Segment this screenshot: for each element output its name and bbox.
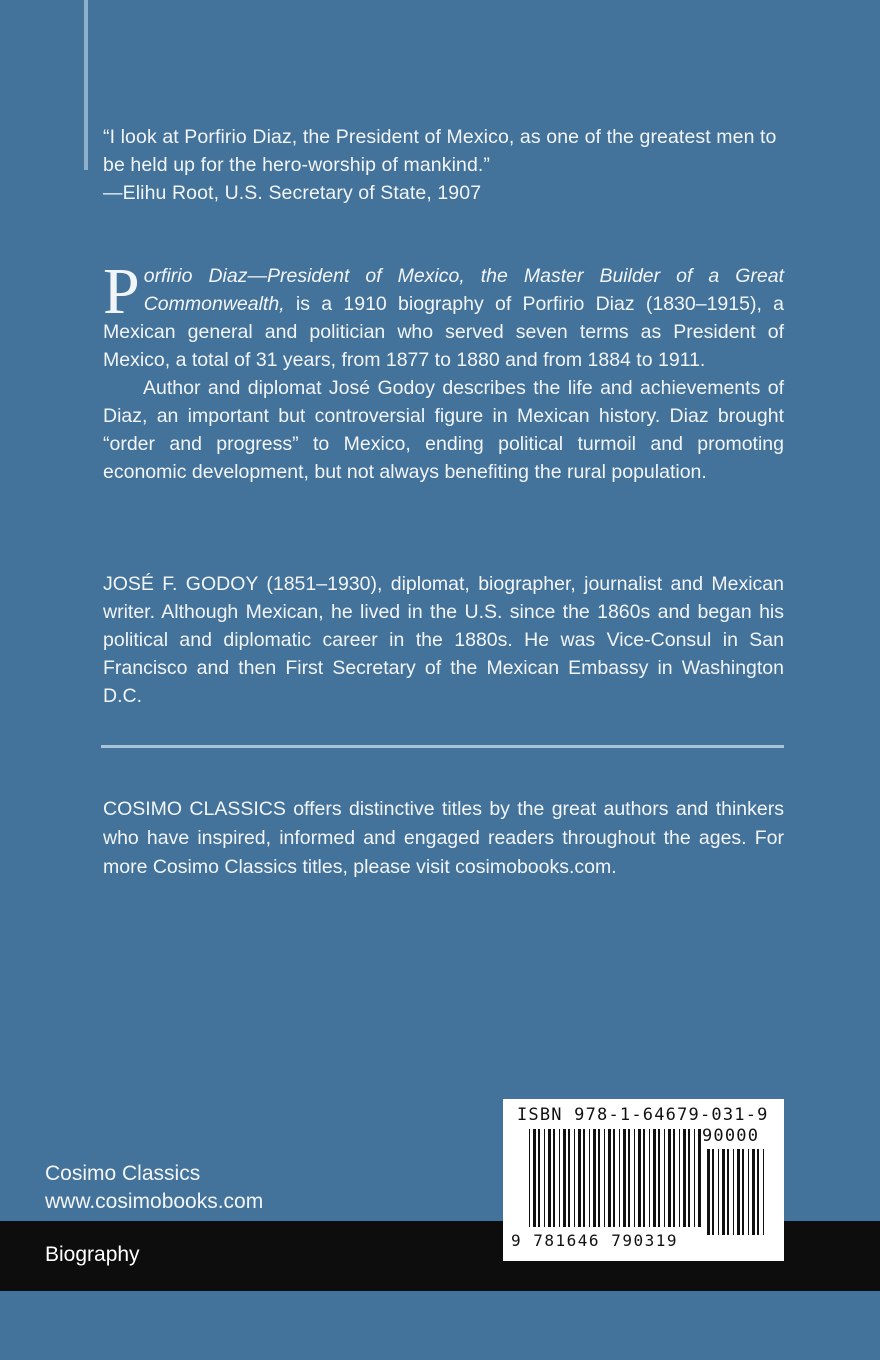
barcode-bar <box>748 1149 749 1235</box>
barcode-bar <box>653 1129 656 1227</box>
decorative-vertical-line <box>84 0 88 170</box>
barcode-bar <box>694 1129 695 1227</box>
barcode-bar <box>712 1149 714 1235</box>
quote-attribution: —Elihu Root, U.S. Secretary of State, 1907 <box>103 182 482 204</box>
isbn-label: ISBN 978-1-64679-031-9 <box>517 1105 769 1125</box>
quote-block <box>103 123 788 207</box>
barcode-bar <box>544 1129 545 1227</box>
barcode-bar <box>604 1129 605 1227</box>
publisher-blurb-text: COSIMO CLASSICS offers distinctive titles by the great authors and thinkers who have inspired, informed and engaged readers throughout the ages. For more Cosimo Classics titles, please visit cosimobooks.com. <box>103 798 784 878</box>
barcode-bar <box>598 1129 600 1227</box>
drop-cap: P <box>103 255 140 328</box>
barcode-bar <box>649 1129 650 1227</box>
barcode-bar <box>679 1129 680 1227</box>
barcode-bar <box>658 1129 660 1227</box>
barcode-bar <box>638 1129 641 1227</box>
barcode-bar <box>718 1149 719 1235</box>
book-description <box>103 255 784 486</box>
author-bio-text: JOSÉ F. GODOY (1851–1930), diplomat, biographer, journalist and Mexican writer. Although Mexican, he lived in the U.S. since the 1860s and began his political and diplomatic career in the 1880s. He was Vice-Consul in San Francisco and then First Secretary of the Mexican Embassy in Washington D.C. <box>103 573 784 707</box>
imprint-website: www.cosimobooks.com <box>45 1190 264 1213</box>
barcode-bar <box>757 1149 759 1235</box>
barcode-bar <box>688 1129 690 1227</box>
barcode-bar <box>533 1129 536 1227</box>
barcode-bar <box>668 1129 671 1227</box>
barcode-bar <box>608 1129 611 1227</box>
barcode-bar <box>563 1129 566 1227</box>
barcode-bar <box>574 1129 575 1227</box>
category-label: Biography <box>45 1243 140 1266</box>
barcode-bar <box>628 1129 630 1227</box>
barcode-bar <box>529 1129 530 1227</box>
barcode-bar <box>559 1129 560 1227</box>
barcode-bar <box>583 1129 585 1227</box>
barcode-bar <box>742 1149 744 1235</box>
author-bio <box>103 570 784 710</box>
barcode-bar <box>698 1129 701 1227</box>
barcode-digits: 9 781646 790319 <box>511 1231 678 1250</box>
barcode-bar <box>619 1129 620 1227</box>
barcode-bar <box>763 1149 764 1235</box>
barcode-bar <box>548 1129 551 1227</box>
description-paragraph-1 <box>103 255 784 374</box>
barcode-bar <box>727 1149 729 1235</box>
barcode-panel <box>503 1099 784 1261</box>
divider-rule <box>101 745 784 748</box>
imprint <box>45 1160 263 1216</box>
description-paragraph-2: Author and diplomat José Godoy describes the life and achievements of Diaz, an important but controversial figure in Mexican history. Diaz brought “order and progress” to Mexico, ending political turmoil and promoting economic development, but not always benefiting the rural population. <box>103 377 784 483</box>
barcode-bar <box>707 1149 710 1235</box>
barcode-bar <box>733 1149 734 1235</box>
price-addon-label: 90000 <box>702 1126 760 1146</box>
publisher-blurb <box>103 795 784 882</box>
barcode-bar <box>673 1129 675 1227</box>
barcode-bar <box>664 1129 665 1227</box>
imprint-name: Cosimo Classics <box>45 1162 201 1185</box>
barcode-bar <box>578 1129 581 1227</box>
barcode-bar <box>568 1129 570 1227</box>
barcode-bar <box>643 1129 645 1227</box>
quote-text: “I look at Porfirio Diaz, the President of Mexico, as one of the greatest men to be held up for the hero-worship of mankind.” <box>103 126 777 176</box>
barcode-bar <box>722 1149 725 1235</box>
barcode-bar <box>683 1129 686 1227</box>
description-text-1: is a 1910 biography of Porfirio Diaz (1830–1915), a Mexican general and politician who served seven terms as President of Mexico, a total of 31 years, from 1877 to 1880 and from 1884 to 1911. <box>103 293 784 371</box>
barcode-bar <box>752 1149 755 1235</box>
barcode-bar <box>538 1129 540 1227</box>
barcode-bar <box>613 1129 615 1227</box>
barcode-bar <box>634 1129 635 1227</box>
barcode-bar <box>589 1129 590 1227</box>
barcode-bar <box>737 1149 740 1235</box>
barcode-bar <box>553 1129 555 1227</box>
barcode-bar <box>623 1129 626 1227</box>
book-title: orfirio Diaz—President of Mexico, the Master Builder of a Great Commonwealth, <box>143 265 784 315</box>
barcode-bar <box>593 1129 596 1227</box>
